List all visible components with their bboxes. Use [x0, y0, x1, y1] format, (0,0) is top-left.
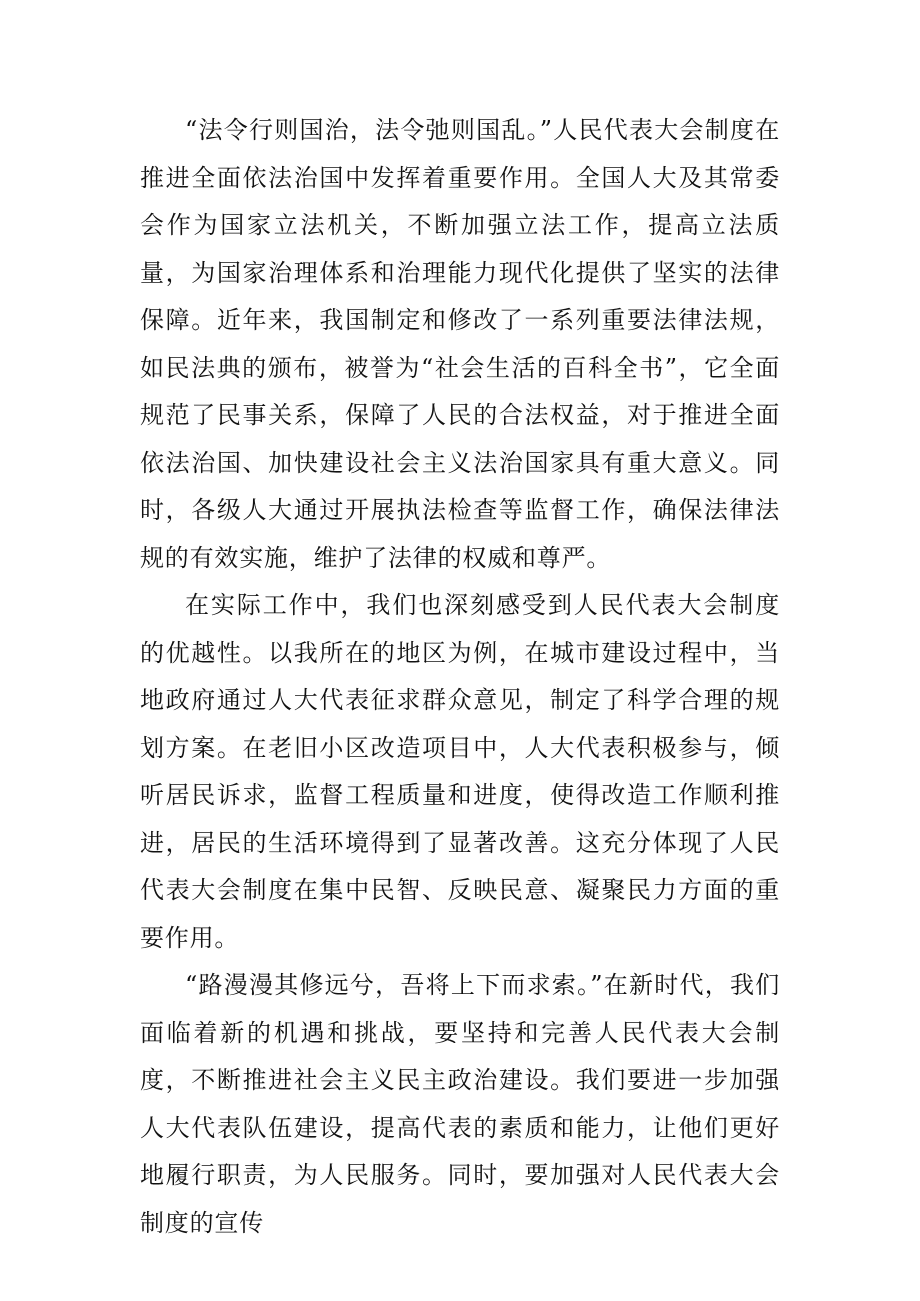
- document-body: [140, 107, 780, 1247]
- paragraph-rule-of-law: “法令行则国治，法令弛则国乱。”人民代表大会制度在推进全面依法治国中发挥着重要作用。全国人大及其常委会作为国家立法机关，不断加强立法工作，提高立法质量，为国家治理体系和治理能力现代化提供了坚实的法律保障。近年来，我国制定和修改了一系列重要法律法规，如民法典的颁布，被誉为“社会生活的百科全书”，它全面规范了民事关系，保障了人民的合法权益，对于推进全面依法治国、加快建设社会主义法治国家具有重大意义。同时，各级人大通过开展执法检查等监督工作，确保法律法规的有效实施，维护了法律的权威和尊严。: [140, 116, 780, 572]
- paragraph-new-era: “路漫漫其修远兮，吾将上下而求索。”在新时代，我们面临着新的机遇和挑战，要坚持和完善人民代表大会制度，不断推进社会主义民主政治建设。我们要进一步加强人大代表队伍建设，提高代表的素质和能力，让他们更好地履行职责，为人民服务。同时，要加强对人民代表大会制度的宣传: [140, 971, 780, 1237]
- paragraph-practical-work: 在实际工作中，我们也深刻感受到人民代表大会制度的优越性。以我所在的地区为例，在城市建设过程中，当地政府通过人大代表征求群众意见，制定了科学合理的规划方案。在老旧小区改造项目中，人大代表积极参与，倾听居民诉求，监督工程质量和进度，使得改造工作顺利推进，居民的生活环境得到了显著改善。这充分体现了人民代表大会制度在集中民智、反映民意、凝聚民力方面的重要作用。: [140, 591, 780, 952]
